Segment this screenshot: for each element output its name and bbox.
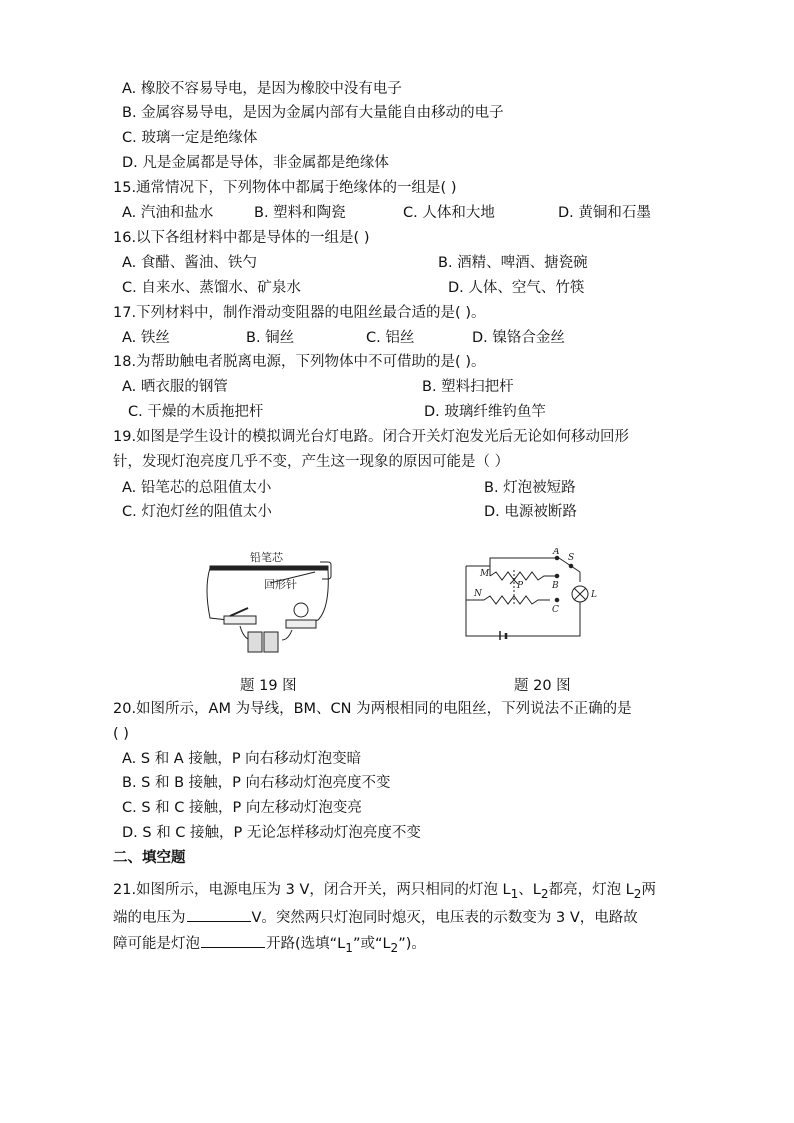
q21-text: 开路(选填“L [266, 936, 346, 952]
q18-option-c: C. 干燥的木质拖把杆 [128, 404, 264, 420]
q21-text: 端的电压为 [113, 910, 186, 926]
pencil-lead-bar [210, 566, 328, 570]
answer-blank-voltage[interactable] [187, 906, 251, 922]
figure-19-circuit [200, 548, 340, 654]
q21-line1 [113, 880, 656, 904]
q16-option-c: C. 自来水、蒸馏水、矿泉水 [122, 280, 301, 296]
q21-text: ”)。 [398, 936, 426, 952]
q21-sub: 1 [510, 886, 519, 901]
q21-text: V。突然两只灯泡同时熄灭，电压表的示数变为 3 V，电路故 [251, 910, 638, 926]
figure-19-caption: 题 19 图 [240, 678, 297, 694]
q17-option-d: D. 镍铬合金丝 [472, 330, 565, 346]
q20-option-c: C. S 和 C 接触，P 向左移动灯泡变亮 [122, 800, 362, 816]
figure-20-circuit [460, 548, 604, 640]
q17-stem: 17.下列材料中，制作滑动变阻器的电阻丝最合适的是( )。 [113, 305, 486, 321]
q21-sub: 2 [633, 886, 642, 901]
bulb-base [286, 620, 316, 628]
q15-option-c: C. 人体和大地 [403, 205, 495, 221]
q19-stem-line2: 针，发现灯泡亮度几乎不变，产生这一现象的原因可能是（ ） [113, 454, 510, 470]
q20-option-a: A. S 和 A 接触，P 向右移动灯泡变暗 [122, 751, 362, 767]
q21-line2 [113, 906, 638, 928]
label-p: P [517, 581, 524, 591]
q16-stem: 16.以下各组材料中都是导体的一组是( ) [113, 230, 370, 246]
label-paper-clip: 回形针 [264, 578, 297, 591]
q21-text: ”或“L [352, 936, 391, 952]
q14-option-b: B. 金属容易导电，是因为金属内部有大量能自由移动的电子 [122, 105, 504, 121]
resistor-bm [490, 572, 550, 580]
figure-20-caption: 题 20 图 [514, 678, 571, 694]
label-pencil-lead: 铅笔芯 [250, 551, 283, 564]
q21-text: 两 [641, 882, 656, 898]
q21-text: 21.如图所示，电源电压为 3 V，闭合开关，两只相同的灯泡 L [113, 882, 511, 898]
q20-stem-line1: 20.如图所示，AM 为导线，BM、CN 为两根相同的电阻丝，下列说法不正确的是 [113, 701, 632, 717]
q18-stem: 18.为帮助触电者脱离电源，下列物体中不可借助的是( )。 [113, 354, 486, 370]
q19-stem-line1: 19.如图是学生设计的模拟调光台灯电路。闭合开关灯泡发光后无论如何移动回形 [113, 429, 630, 445]
q21-line3 [113, 932, 426, 958]
resistor-cn [484, 596, 550, 604]
label-c: C [552, 605, 559, 615]
bulb-icon [294, 603, 308, 617]
label-s: S [568, 553, 575, 563]
q17-option-b: B. 铜丝 [246, 330, 295, 346]
q16-option-d: D. 人体、空气、竹筷 [448, 280, 585, 296]
switch [224, 616, 256, 624]
label-n: N [474, 589, 482, 599]
q21-text: 障可能是灯泡 [113, 936, 200, 952]
battery-2 [264, 632, 278, 652]
q20-stem-line2: ( ) [113, 726, 129, 742]
q14-option-d: D. 凡是金属都是导体，非金属都是绝缘体 [122, 155, 389, 171]
q20-option-b: B. S 和 B 接触，P 向右移动灯泡亮度不变 [122, 775, 391, 791]
q15-option-d: D. 黄铜和石墨 [558, 205, 651, 221]
q14-option-c: C. 玻璃一定是绝缘体 [122, 130, 258, 146]
label-a: A [553, 548, 560, 557]
battery-1 [248, 632, 262, 652]
q15-option-b: B. 塑料和陶瓷 [254, 205, 346, 221]
q21-text: 、L [518, 882, 541, 898]
q15-stem: 15.通常情况下，下列物体中都属于绝缘体的一组是( ) [113, 180, 457, 196]
q21-sub: 2 [390, 940, 399, 955]
q21-sub: 1 [345, 940, 353, 955]
q16-option-a: A. 食醋、酱油、铁勺 [122, 255, 257, 271]
q17-option-c: C. 铝丝 [366, 330, 415, 346]
q19-option-d: D. 电源被断路 [484, 504, 577, 520]
answer-blank-bulb[interactable] [201, 932, 265, 948]
section-fill-in-title: 二、填空题 [113, 850, 186, 866]
q21-sub: 2 [540, 886, 549, 901]
q19-option-a: A. 铅笔芯的总阻值太小 [122, 480, 272, 496]
q18-option-a: A. 晒衣服的钢管 [122, 379, 228, 395]
q14-option-a: A. 橡胶不容易导电，是因为橡胶中没有电子 [122, 81, 402, 97]
label-b: B [552, 581, 559, 591]
q16-option-b: B. 酒精、啤酒、搪瓷碗 [438, 255, 588, 271]
label-m: M [480, 569, 490, 579]
label-l: L [591, 590, 597, 600]
q18-option-b: B. 塑料扫把杆 [422, 379, 514, 395]
q18-option-d: D. 玻璃纤维钓鱼竿 [424, 404, 546, 420]
q20-option-d: D. S 和 C 接触，P 无论怎样移动灯泡亮度不变 [122, 825, 421, 841]
q21-text: 都亮，灯泡 L [548, 882, 634, 898]
q17-option-a: A. 铁丝 [122, 330, 170, 346]
q15-option-a: A. 汽油和盐水 [122, 205, 214, 221]
q19-option-c: C. 灯泡灯丝的阻值太小 [122, 504, 272, 520]
q19-option-b: B. 灯泡被短路 [484, 480, 576, 496]
